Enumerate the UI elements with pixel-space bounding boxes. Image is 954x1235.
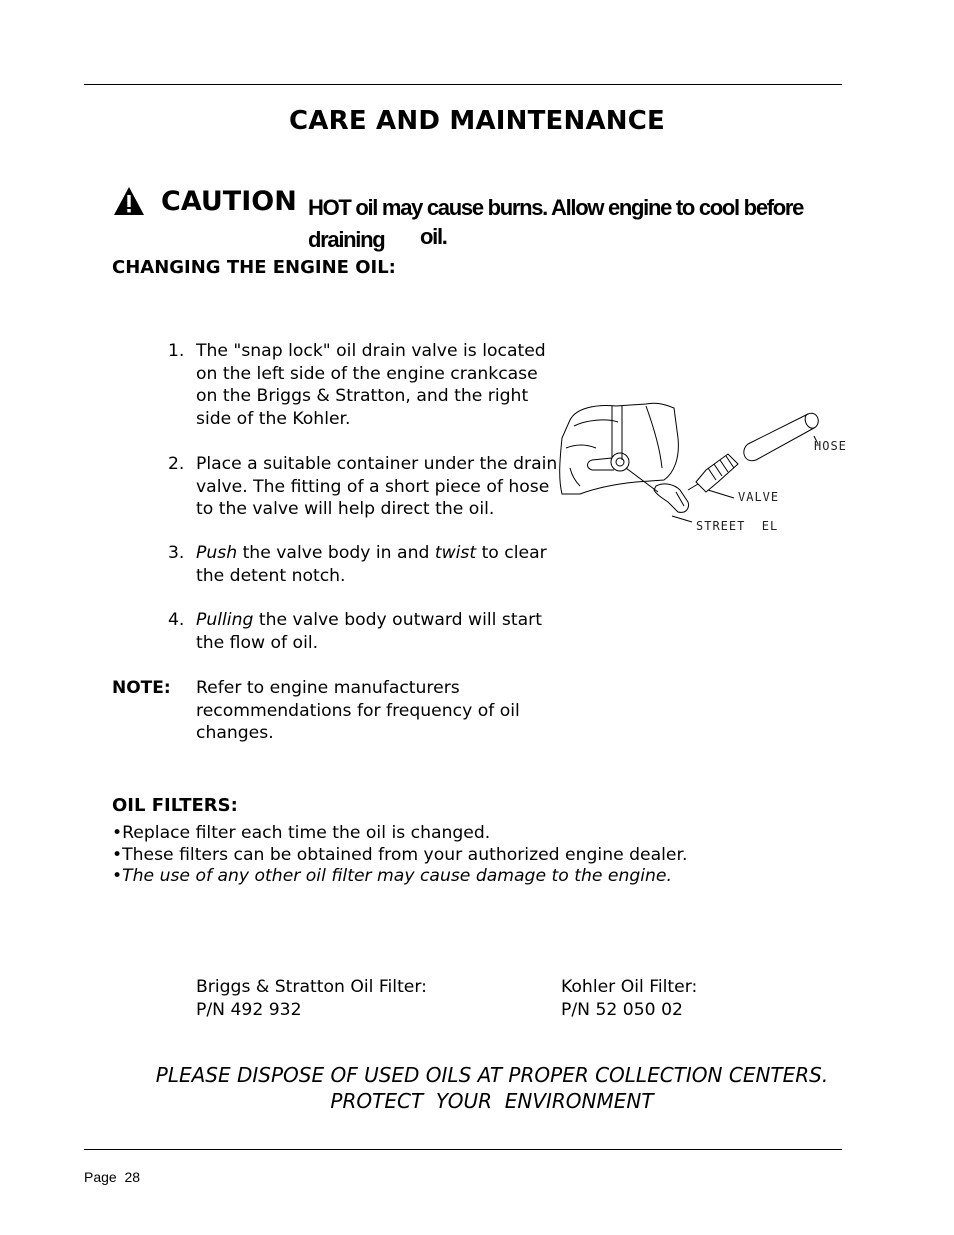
step-3-number: 3. <box>168 543 185 563</box>
disposal-notice: PLEASE DISPOSE OF USED OILS AT PROPER COLLECTION CENTERS. <box>155 1063 829 1087</box>
bullet-item-warning: •The use of any other oil filter may cause damage to the engine. <box>112 866 672 886</box>
valve-label: VALVE <box>738 490 780 504</box>
step-3-line: the detent notch. <box>196 565 346 586</box>
step-2-line: valve. The fitting of a short piece of hose <box>196 476 550 497</box>
step-1-line: on the Briggs & Stratton, and the right <box>196 386 529 406</box>
oil-filters-heading: OIL FILTERS: <box>112 795 238 816</box>
kohler-filter-pn: P/N 52 050 02 <box>561 999 683 1020</box>
step-1-line: The "snap lock" oil drain valve is located <box>196 341 546 361</box>
street-el-label: STREET EL <box>696 519 779 533</box>
step-4-text <box>196 609 542 654</box>
hose <box>744 413 818 460</box>
environment-notice: PROTECT YOUR ENVIRONMENT <box>330 1089 654 1113</box>
step-3-emphasis: twist <box>434 543 477 563</box>
step-1-text <box>196 340 546 430</box>
drain-valve-diagram <box>556 398 856 538</box>
note-line: Refer to engine manufacturers <box>196 678 460 698</box>
step-3-segment: to clear <box>476 543 547 563</box>
note-line: changes. <box>196 723 274 743</box>
page-title: CARE AND MAINTENANCE <box>289 106 665 136</box>
changing-oil-heading: CHANGING THE ENGINE OIL: <box>112 257 396 278</box>
step-2-line: Place a suitable container under the drain <box>196 454 558 474</box>
oil-filter-bullets <box>112 823 687 888</box>
warning-triangle-icon <box>113 186 145 216</box>
bottom-rule <box>84 1149 842 1150</box>
step-1-line: side of the Kohler. <box>196 408 351 429</box>
step-3-text <box>196 542 547 587</box>
engine-block-outline <box>560 403 679 494</box>
step-4-emphasis: Pulling <box>196 610 254 630</box>
briggs-filter <box>196 976 427 1021</box>
step-3-segment: the valve body in and <box>237 543 435 563</box>
caution-label: CAUTION <box>161 186 297 217</box>
step-2-text <box>196 453 557 521</box>
top-rule <box>84 84 842 85</box>
step-1-line: on the left side of the engine crankcase <box>196 363 538 384</box>
page-number: Page 28 <box>84 1169 141 1185</box>
step-3-emphasis: Push <box>196 543 238 563</box>
kohler-filter-label: Kohler Oil Filter: <box>561 977 698 997</box>
step-2-line: to the valve will help direct the oil. <box>196 499 495 519</box>
caution-message-cont: oil. <box>420 224 447 249</box>
note-label: NOTE: <box>112 678 171 698</box>
bullet-item: •These filters can be obtained from your authorized engine dealer. <box>112 844 688 865</box>
briggs-filter-label: Briggs & Stratton Oil Filter: <box>196 977 427 997</box>
step-4-number: 4. <box>168 610 185 630</box>
bullet-item: •Replace filter each time the oil is changed. <box>112 823 491 843</box>
hose-label: HOSE <box>814 439 847 453</box>
caution-message: HOT oil may cause burns. Allow engine to cool before draining <box>308 195 804 252</box>
valve-fitting <box>696 454 738 492</box>
step-4-segment: the valve body outward will start <box>253 610 542 630</box>
street-el-fitting <box>654 484 689 512</box>
briggs-filter-pn: P/N 492 932 <box>196 999 302 1020</box>
step-1-number: 1. <box>168 341 185 361</box>
step-2-number: 2. <box>168 454 185 474</box>
note-line: recommendations for frequency of oil <box>196 700 520 721</box>
note-text <box>196 677 520 745</box>
step-4-line: the flow of oil. <box>196 632 319 653</box>
kohler-filter <box>561 976 697 1021</box>
